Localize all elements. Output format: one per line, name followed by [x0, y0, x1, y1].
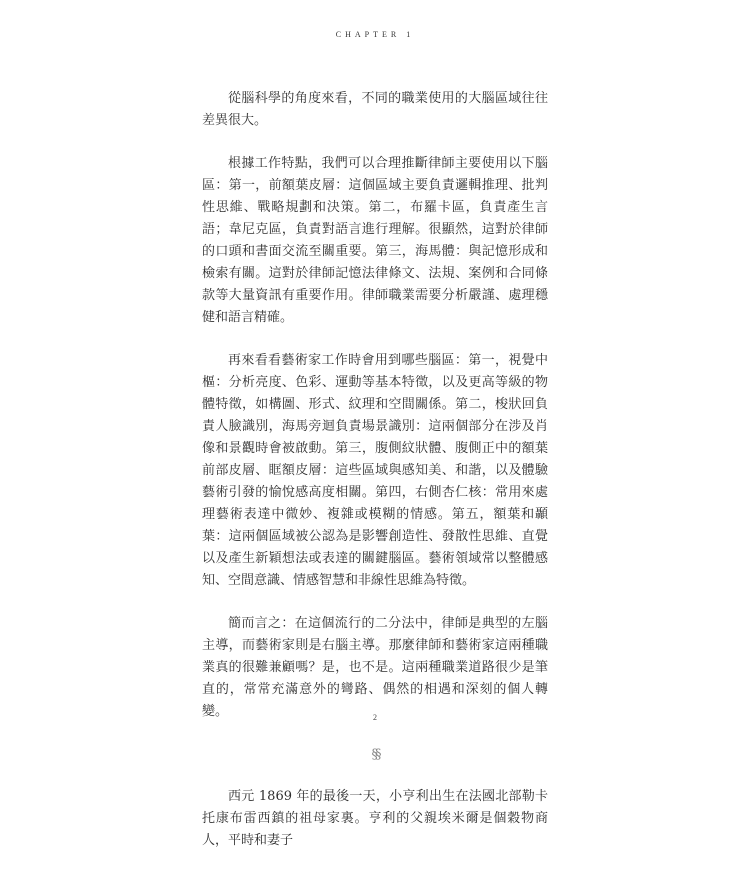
paragraph-artist-brain: 再來看看藝術家工作時會用到哪些腦區：第一，視覺中樞：分析亮度、色彩、運動等基本特徵，以及更高等級的物體特徵，如構圖、形式、紋理和空間關係。第二，梭狀回負責人臉識別，海馬旁迴負責場景識別：這兩個部分在涉及肖像和景觀時會被啟動。第三，腹側紋狀體、腹側正中的額葉前部皮層、眶額皮層：這些區域與感知美、和諧，以及體驗藝術引發的愉悅感高度相關。第四，右側杏仁核：常用來處理藝術表達中微妙、複雜或模糊的情感。第五，額葉和顳葉：這兩個區域被公認為是影響創造性、發散性思維、直覺以及產生新穎想法或表達的關鍵腦區。藝術領域常以整體感知、空間意識、情感智慧和非線性思維為特徵。 [202, 353, 548, 588]
paragraph-henri-birth: 西元 1869 年的最後一天，小亨利出生在法國北部勒卡托康布雷西鎮的祖母家裏。亨利的父親埃米爾是個穀物商人，平時和妻子 [202, 789, 548, 848]
paragraph-intro: 從腦科學的角度來看，不同的職業使用的大腦區域往往差異很大。 [202, 91, 548, 128]
paragraph-lawyer-brain: 根據工作特點，我們可以合理推斷律師主要使用以下腦區：第一，前額葉皮層：這個區域主要負責邏輯推理、批判性思維、戰略規劃和決策。第二，布羅卡區，負責產生言語；韋尼克區，負責對語言進行理解。很顯然，這對於律師的口頭和書面交流至關重要。第三，海馬體：與記憶形成和檢索有關。這對於律師記憶法律條文、法規、案例和合同條款等大量資訊有重要作用。律師職業需要分析嚴謹、處理穩健和語言精確。 [202, 156, 548, 325]
section-break-ornament: §§ [371, 747, 379, 762]
body-text [202, 88, 548, 873]
page-number: 2 [373, 713, 377, 722]
paragraph-summary: 簡而言之：在這個流行的二分法中，律師是典型的左腦主導，而藝術家則是右腦主導。那麼律師和藝術家這兩種職業真的很難兼顧嗎？是，也不是。這兩種職業道路很少是筆直的，常常充滿意外的彎路、偶然的相遇和深刻的個人轉變。 [202, 616, 548, 719]
chapter-heading: CHAPTER 1 [335, 30, 415, 39]
